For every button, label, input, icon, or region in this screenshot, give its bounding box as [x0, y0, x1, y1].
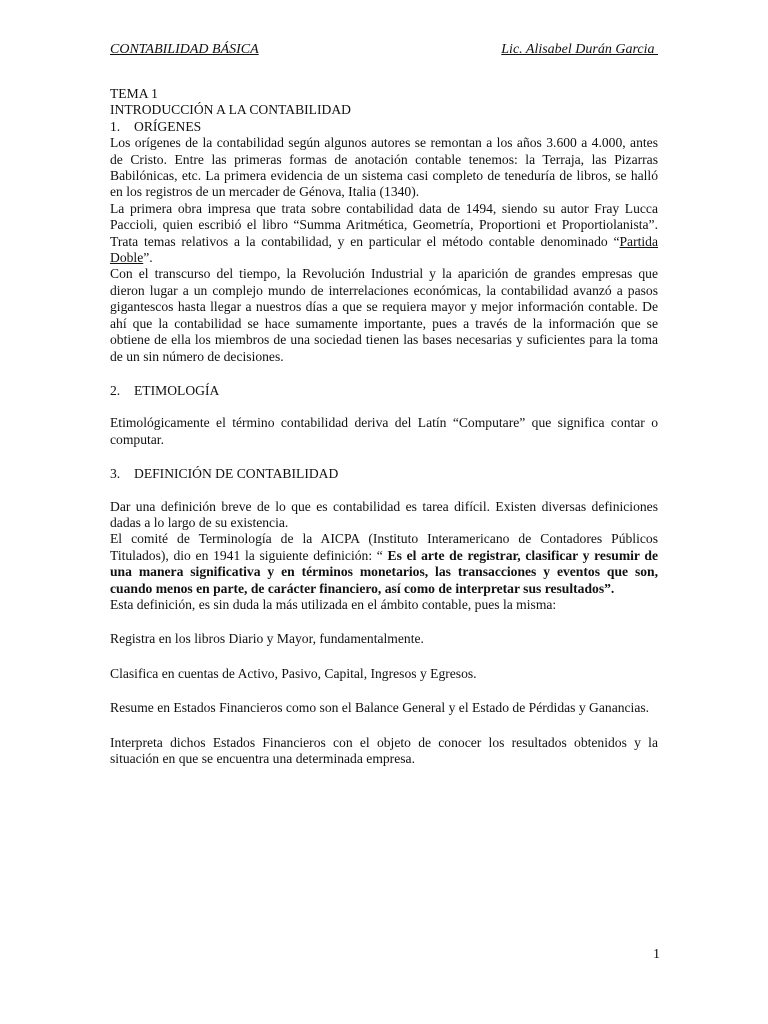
list-item: Clasifica en cuentas de Activo, Pasivo, Capital, Ingresos y Egresos.: [110, 665, 477, 681]
page-number: 1: [653, 947, 660, 962]
paragraph-text: El comité de Terminología de la AICPA (Instituto Interamericano de Contadores Públicos Titulados), dio en 1941 la siguiente definición: “: [110, 531, 658, 563]
section-number: 2.: [110, 382, 121, 398]
document-body: [110, 86, 658, 767]
paragraph: Con el transcurso del tiempo, la Revolución Industrial y la aparición de grandes empresas que dieron lugar a un complejo mundo de interrelaciones económicas, la contabilidad avanzó a pasos gigantescos hasta llegar a nuestros días a que se requiera mayor y mejor información contable. De ahí que la contabilidad se hace sumamente importante, pues a través de la información que se obtiene de ella los miembros de una sociedad tienen las bases necesarias y suficientes para la toma de un sin número de decisiones.: [110, 266, 658, 364]
section-title: ORÍGENES: [134, 118, 202, 134]
definition-quote: Es el arte de registrar, clasificar y resumir de una manera significativa y en términos monetarios, las transacciones y eventos que son, cuando menos en parte, de carácter financiero, así como de interpretar sus resultados”.: [110, 547, 658, 596]
document-title: INTRODUCCIÓN A LA CONTABILIDAD: [110, 102, 351, 118]
partida-doble-link: Partida Doble: [110, 233, 658, 266]
section-heading-etimologia: [110, 383, 658, 399]
paragraph: Etimológicamente el término contabilidad deriva del Latín “Computare” que significa contar o computar.: [110, 415, 658, 447]
paragraph: Esta definición, es sin duda la más utilizada en el ámbito contable, pues la misma:: [110, 596, 557, 612]
section-title: ETIMOLOGÍA: [134, 382, 220, 398]
tema-label: TEMA 1: [110, 86, 158, 101]
paragraph-text: La primera obra impresa que trata sobre contabilidad data de 1494, siendo su autor Fray Lucca Paccioli, quien escribió el libro “Summa Aritmética, Geometría, Proportioni et Proportiolanista”. Trata temas relativos a la contabilidad, y en particular el método contable denominado “: [110, 200, 658, 249]
paragraph-text: ”.: [143, 250, 153, 266]
list-item: Interpreta dichos Estados Financieros con el objeto de conocer los resultados obtenidos y la situación en que se encuentra una determinada empresa.: [110, 734, 658, 766]
paragraph: [110, 531, 658, 597]
paragraph: [110, 201, 658, 267]
section-number: 1.: [110, 118, 121, 134]
header-course-title: CONTABILIDAD BÁSICA: [110, 42, 259, 57]
section-number: 3.: [110, 466, 121, 482]
section-heading-definicion: [110, 466, 658, 482]
section-title: DEFINICIÓN DE CONTABILIDAD: [134, 466, 339, 482]
page-header: [110, 42, 658, 62]
header-author: Lic. Alisabel Durán Garcia: [501, 42, 658, 57]
section-heading-origenes: [110, 119, 658, 135]
list-item: Registra en los libros Diario y Mayor, fundamentalmente.: [110, 631, 424, 647]
paragraph: Dar una definición breve de lo que es contabilidad es tarea difícil. Existen diversas definiciones dadas a lo largo de su existencia.: [110, 498, 658, 530]
list-item: Resume en Estados Financieros como son el Balance General y el Estado de Pérdidas y Ganancias.: [110, 700, 650, 716]
paragraph: Los orígenes de la contabilidad según algunos autores se remontan a los años 3.600 a 4.000, antes de Cristo. Entre las primeras formas de anotación contable tenemos: la Terraja, las Pizarras Babilónicas, etc. La primera evidencia de un sistema casi completo de teneduría de libros, se halló en los registros de un mercader de Génova, Italia (1340).: [110, 135, 658, 200]
